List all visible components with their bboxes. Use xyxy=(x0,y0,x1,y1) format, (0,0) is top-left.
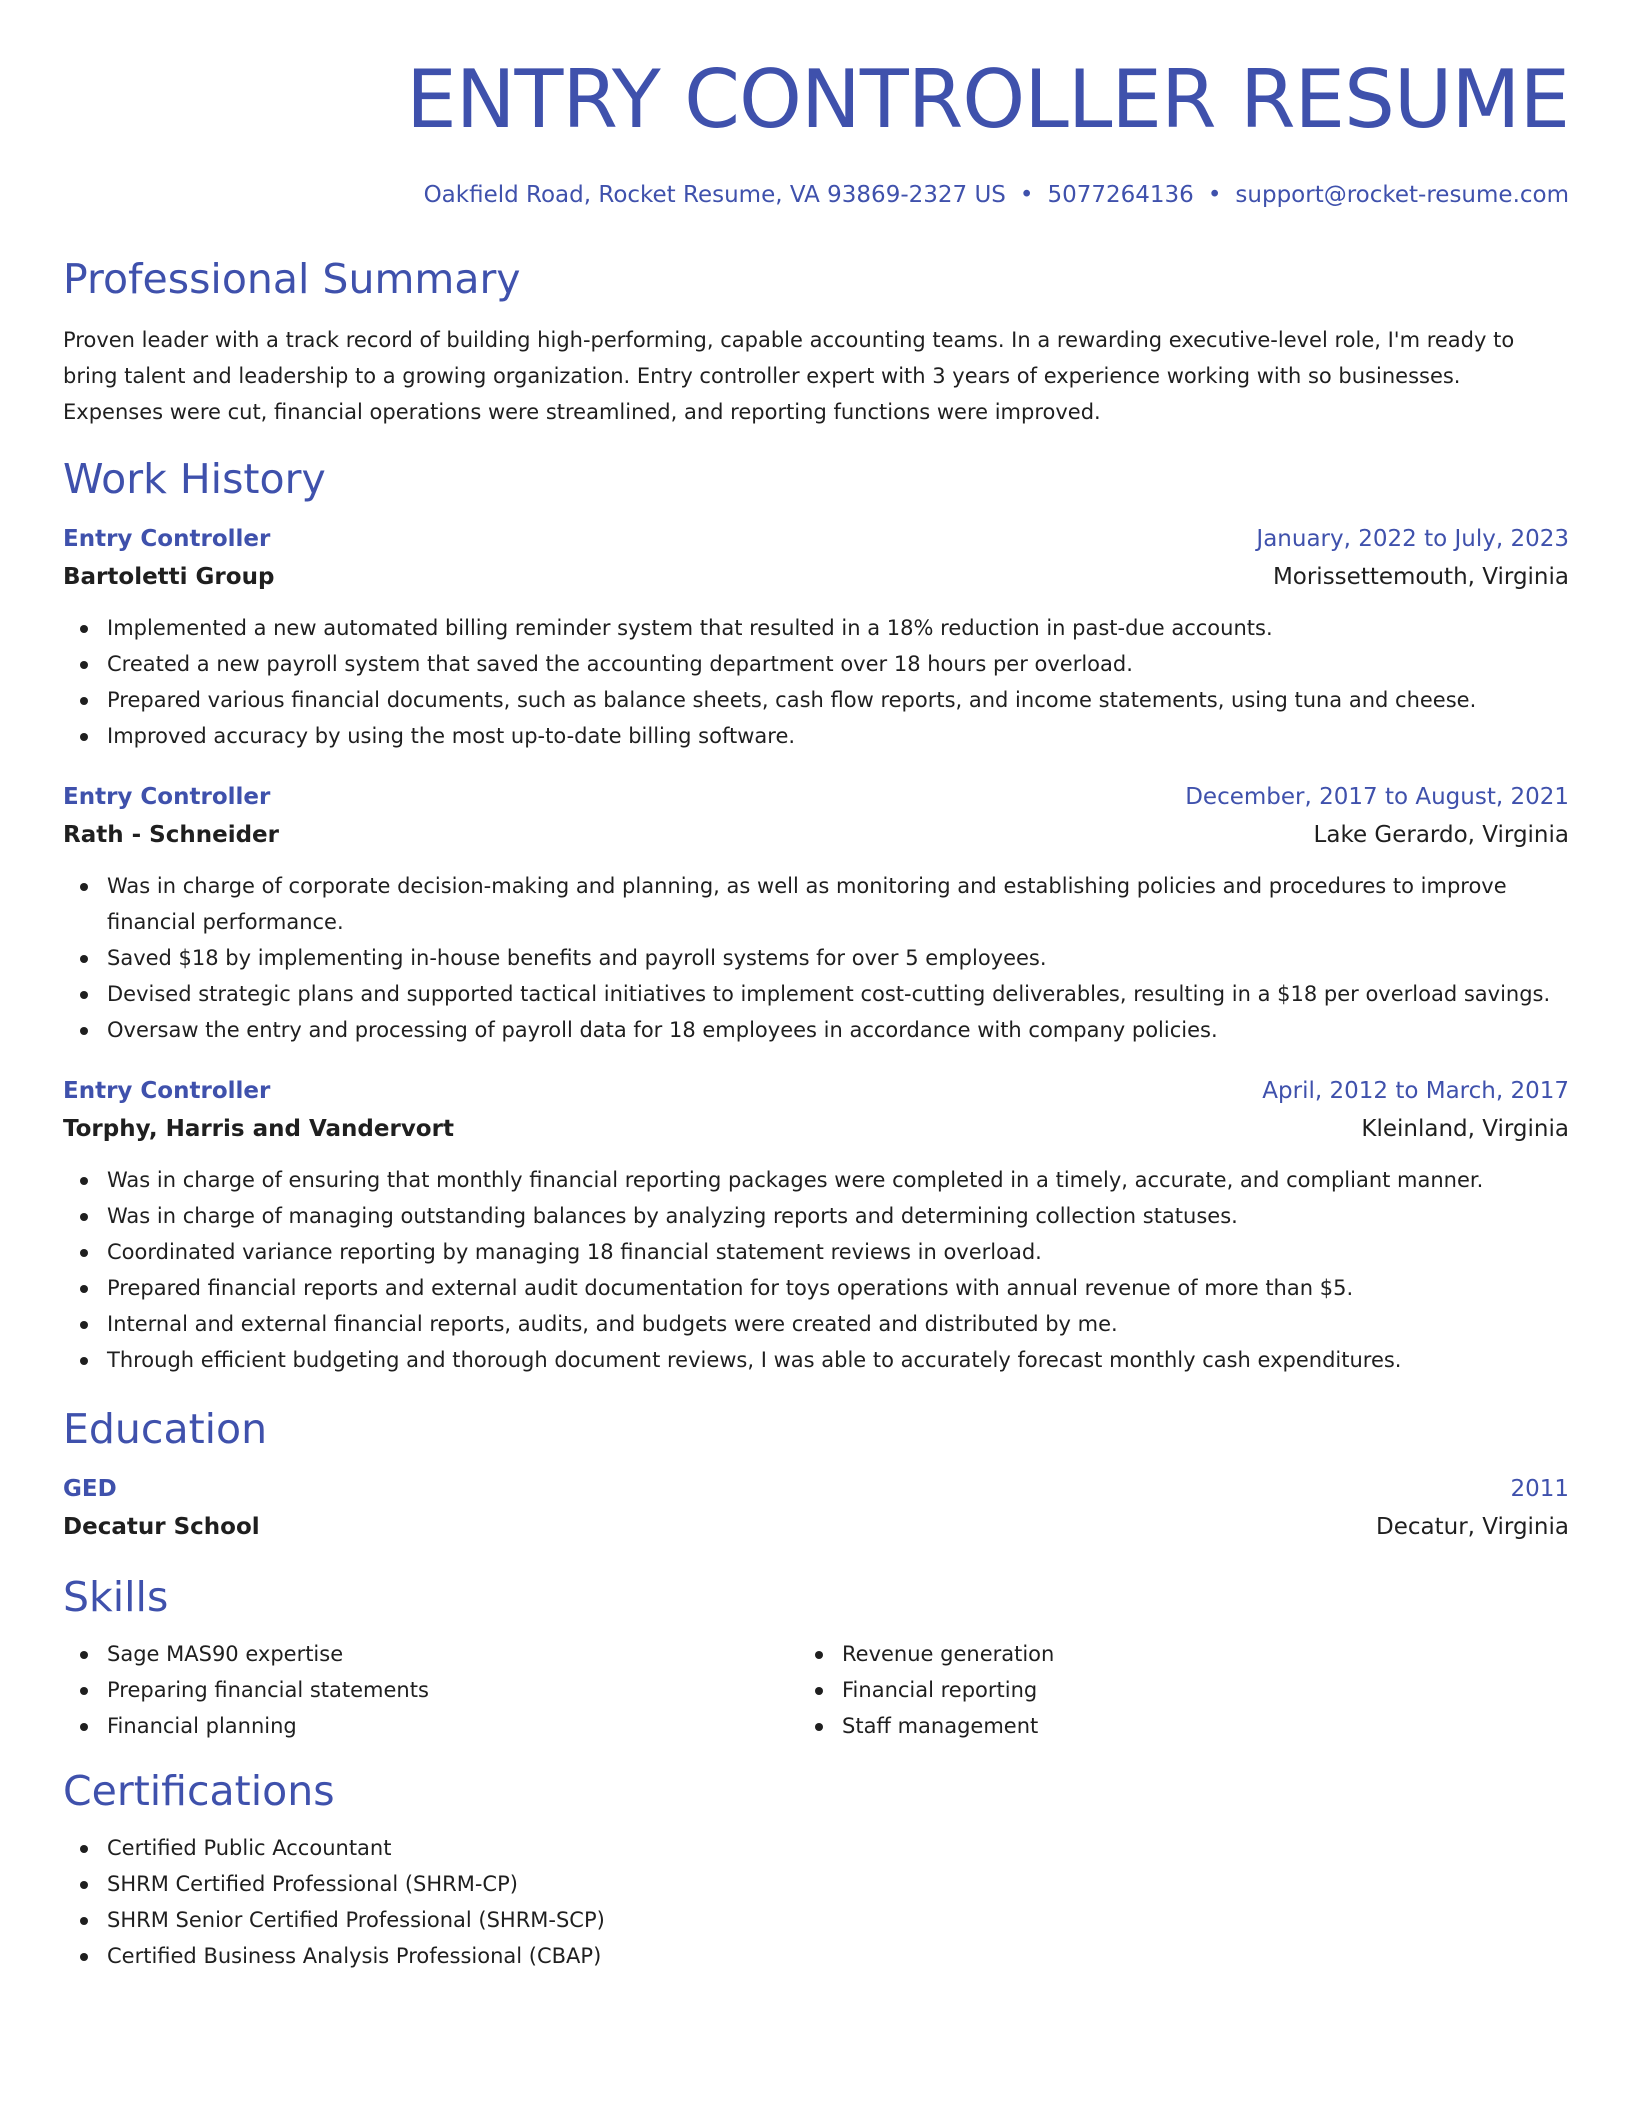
skills-heading: Skills xyxy=(63,1573,169,1621)
job-bullets xyxy=(63,610,1569,754)
job-title: Entry Controller xyxy=(63,526,271,552)
resume-title: ENTRY CONTROLLER RESUME xyxy=(406,53,1569,146)
list-item: Internal and external financial reports, audits, and budgets were created and distributed by me. xyxy=(107,1306,1569,1342)
job-bullets xyxy=(63,1162,1569,1378)
list-item: Prepared various financial documents, such as balance sheets, cash flow reports, and income statements, using tuna and cheese. xyxy=(107,682,1569,718)
contact-email: support@rocket-resume.com xyxy=(1235,182,1569,208)
job-location: Kleinland, Virginia xyxy=(1361,1116,1569,1142)
education-location: Decatur, Virginia xyxy=(1376,1514,1569,1540)
list-item: SHRM Certified Professional (SHRM-CP) xyxy=(107,1866,1569,1902)
list-item: Created a new payroll system that saved the accounting department over 18 hours per overload. xyxy=(107,646,1569,682)
job-entry xyxy=(63,520,1569,754)
education-school: Decatur School xyxy=(63,1514,260,1540)
job-location: Morissettemouth, Virginia xyxy=(1272,564,1569,590)
list-item: Devised strategic plans and supported tactical initiatives to implement cost-cutting deliverables, resulting in a $18 per overload savings. xyxy=(107,976,1569,1012)
skills-section xyxy=(63,1572,1569,1744)
contact-separator: • xyxy=(1019,182,1034,208)
list-item: Sage MAS90 expertise xyxy=(107,1636,798,1672)
work-section xyxy=(63,454,1569,1378)
list-item: Oversaw the entry and processing of payroll data for 18 employees in accordance with company policies. xyxy=(107,1012,1569,1048)
skills-list-right xyxy=(798,1636,1533,1744)
education-section xyxy=(63,1404,1569,1546)
contact-line xyxy=(63,180,1569,210)
certifications-heading: Certifications xyxy=(63,1767,335,1815)
job-company: Rath - Schneider xyxy=(63,822,279,848)
job-dates: December, 2017 to August, 2021 xyxy=(1185,784,1569,810)
education-year: 2011 xyxy=(1510,1476,1569,1502)
summary-section xyxy=(63,254,1569,430)
work-heading: Work History xyxy=(63,455,326,503)
list-item: SHRM Senior Certified Professional (SHRM-SCP) xyxy=(107,1902,1569,1938)
list-item: Was in charge of managing outstanding balances by analyzing reports and determining collection statuses. xyxy=(107,1198,1569,1234)
skills-list-left xyxy=(63,1636,798,1744)
contact-separator: • xyxy=(1207,182,1222,208)
job-dates: April, 2012 to March, 2017 xyxy=(1262,1078,1569,1104)
certifications-list xyxy=(63,1830,1569,1974)
list-item: Implemented a new automated billing reminder system that resulted in a 18% reduction in past-due accounts. xyxy=(107,610,1569,646)
summary-heading: Professional Summary xyxy=(63,255,521,303)
list-item: Certified Public Accountant xyxy=(107,1830,1569,1866)
job-company: Torphy, Harris and Vandervort xyxy=(63,1116,454,1142)
summary-text: Proven leader with a track record of building high-performing, capable accounting teams. In a rewarding executive-level role, I'm ready to bring talent and leadership to a growing organization. Entry controller expert with 3 years of experience working with so businesses. Expenses were cut, financial operations were streamlined, and reporting functions were improved. xyxy=(63,328,1515,424)
list-item: Revenue generation xyxy=(842,1636,1533,1672)
job-entry xyxy=(63,778,1569,1048)
education-heading: Education xyxy=(63,1405,268,1453)
job-title: Entry Controller xyxy=(63,1078,271,1104)
list-item: Was in charge of ensuring that monthly financial reporting packages were completed in a timely, accurate, and compliant manner. xyxy=(107,1162,1569,1198)
list-item: Prepared financial reports and external audit documentation for toys operations with annual revenue of more than $5. xyxy=(107,1270,1569,1306)
skills-grid xyxy=(63,1636,1569,1744)
certifications-section xyxy=(63,1766,1569,1974)
list-item: Improved accuracy by using the most up-to-date billing software. xyxy=(107,718,1569,754)
job-company: Bartoletti Group xyxy=(63,564,275,590)
education-degree: GED xyxy=(63,1476,117,1502)
job-title: Entry Controller xyxy=(63,784,271,810)
list-item: Staff management xyxy=(842,1708,1533,1744)
list-item: Saved $18 by implementing in-house benefits and payroll systems for over 5 employees. xyxy=(107,940,1569,976)
contact-address: Oakfield Road, Rocket Resume, VA 93869-2327 US xyxy=(423,182,1006,208)
job-entry xyxy=(63,1072,1569,1378)
list-item: Preparing financial statements xyxy=(107,1672,798,1708)
contact-phone: 5077264136 xyxy=(1047,182,1194,208)
list-item: Through efficient budgeting and thorough document reviews, I was able to accurately forecast monthly cash expenditures. xyxy=(107,1342,1569,1378)
list-item: Certified Business Analysis Professional (CBAP) xyxy=(107,1938,1569,1974)
job-location: Lake Gerardo, Virginia xyxy=(1313,822,1569,848)
job-dates: January, 2022 to July, 2023 xyxy=(1256,526,1569,552)
list-item: Coordinated variance reporting by managing 18 financial statement reviews in overload. xyxy=(107,1234,1569,1270)
list-item: Was in charge of corporate decision-making and planning, as well as monitoring and establishing policies and procedures to improve financial performance. xyxy=(107,868,1569,940)
job-bullets xyxy=(63,868,1569,1048)
list-item: Financial reporting xyxy=(842,1672,1533,1708)
list-item: Financial planning xyxy=(107,1708,798,1744)
